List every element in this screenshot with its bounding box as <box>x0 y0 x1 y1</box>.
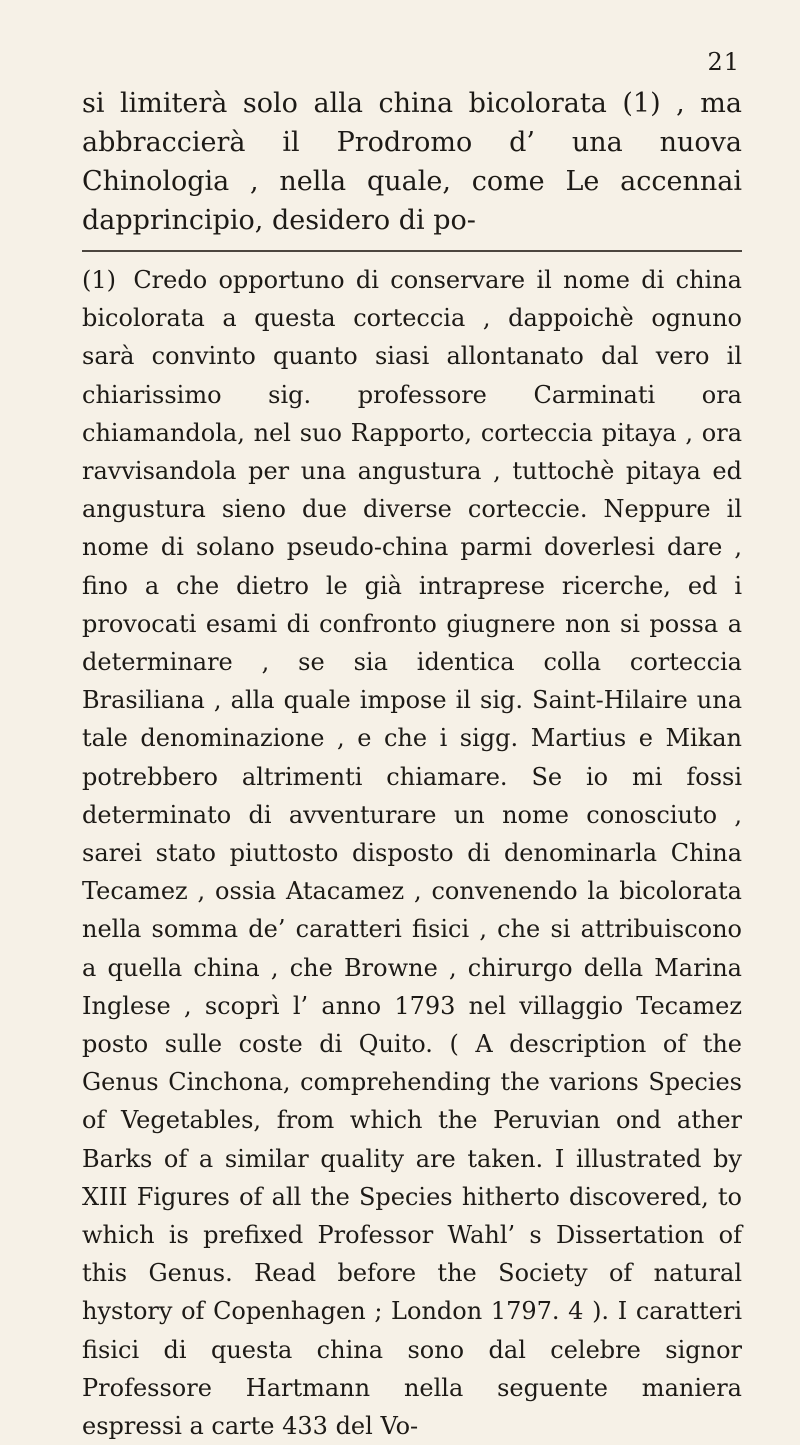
footnote <box>82 261 742 1445</box>
footnote-text: Credo opportuno di conservare il nome di china bicolorata a questa corteccia , dappoichè ognuno sarà convinto quanto siasi allontanato dal vero il chiarissimo sig. professore Carminati ora chiamandola, nel suo Rapporto, corteccia pitaya , ora ravvisandola per una angustura , tuttochè pitaya ed angustura sieno due diverse corteccie. Neppure il nome di solano pseudo-china parmi doverlesi dare , fino a che dietro le già intraprese ricerche, ed i provocati esami di confronto giugnere non si possa a determinare , se sia identica colla corteccia Brasiliana , alla quale impose il sig. Saint-Hilaire una tale denominazione , e che i sigg. Martius e Mikan potrebbero altrimenti chiamare. Se io mi fossi determinato di avventurare un nome conosciuto , sarei stato piuttosto disposto di denominarla China Tecamez , ossia Atacamez , convenendo la bicolorata nella somma de’ caratteri fisici , che si attribuiscono a quella china , che Browne , chirurgo della Marina Inglese , scoprì l’ anno 1793 nel villaggio Tecamez posto sulle coste di Quito. ( A description of the Genus Cinchona, comprehending the varions Species of Vegetables, from which the Peruvian ond ather Barks of a similar quality are taken. I illustrated by XIII Figures of all the Species hitherto discovered, to which is prefixed Professor Wahl’ s Dissertation of this Genus. Read before the Society of natural hystory of Copenhagen ; London 1797. 4 ). I caratteri fisici di questa china sono dal celebre signor Professore Hartmann nella seguente maniera espressi a carte 433 del Vo- <box>82 266 742 1441</box>
main-paragraph: si limiterà solo alla china bicolorata (1) , ma abbraccierà il Prodromo d’ una nuova Chinologia , nella quale, come Le accennai dapprincipio, desidero di po- <box>82 88 742 236</box>
footnote-separator <box>82 250 742 252</box>
page-number: 21 <box>707 48 740 76</box>
footnote-marker: (1) <box>82 266 116 294</box>
